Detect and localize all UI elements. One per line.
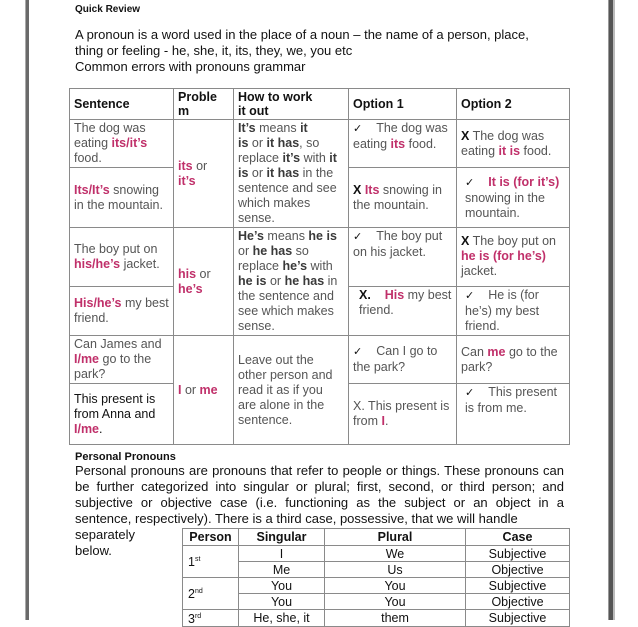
- x-icon: X: [461, 128, 470, 143]
- singular-cell: Me: [239, 562, 325, 578]
- plural-cell: We: [325, 546, 466, 562]
- sentence-cell: The dog was eating its/it’s food.: [70, 120, 174, 168]
- how-cell: Leave out the other person and read it as if you are alone in the sentence.: [234, 336, 349, 445]
- plural-cell: You: [325, 594, 466, 610]
- check-icon: ✓: [353, 231, 363, 243]
- option2-cell: ✓ He is (for he’s) my best friend.: [457, 286, 570, 335]
- table-row: [183, 546, 570, 562]
- case-cell: Subjective: [466, 610, 570, 627]
- option1-cell: X. His my best friend.: [349, 286, 457, 335]
- option1-cell: X Its snowing in the mountain.: [349, 168, 457, 228]
- header-option1: Option 1: [349, 89, 457, 120]
- option2-cell: X The boy put on he is (for he’s) jacket.: [457, 228, 570, 287]
- option1-cell: ✓ Can I go to the park?: [349, 336, 457, 384]
- personal-pronouns-table: [182, 528, 570, 627]
- intro-line: A pronoun is a word used in the place of a noun – the name of a person, place,: [75, 27, 529, 42]
- check-icon: ✓: [353, 123, 363, 135]
- header-plural: Plural: [325, 529, 466, 546]
- personal-pronouns-body: Personal pronouns are pronouns that refer to people or things. These pronouns can be further categorized into singular or plural; first, second, or third person; and subjective or objective case (i.e. functioning as the subject or an object in a sentence, respectively). There is a third case, possessive, that we will handle: [75, 463, 564, 526]
- sentence-cell: This present is from Anna and I/me.: [70, 384, 174, 445]
- table-header-row: [70, 89, 570, 120]
- sentence-cell: His/he’s my best friend.: [70, 286, 174, 335]
- table-row: [70, 120, 570, 168]
- x-icon: X: [461, 234, 470, 249]
- singular-cell: You: [239, 594, 325, 610]
- singular-cell: I: [239, 546, 325, 562]
- check-icon: ✓: [465, 176, 475, 189]
- header-singular: Singular: [239, 529, 325, 546]
- table-row: [70, 228, 570, 287]
- sentence-cell: The boy put on his/he’s jacket.: [70, 228, 174, 287]
- check-icon: ✓: [353, 346, 363, 358]
- problem-cell: his or he’s: [174, 228, 234, 336]
- table-header-row: [183, 529, 570, 546]
- table-row: [183, 578, 570, 594]
- option1-cell: X. This present is from I.: [349, 384, 457, 445]
- page-border-right: [608, 0, 615, 620]
- option2-cell: ✓ It is (for it’s) snowing in the mountain.: [457, 168, 570, 228]
- sentence-cell: Its/It’s snowing in the mountain.: [70, 168, 174, 228]
- header-how: How to work it out: [234, 89, 349, 120]
- singular-cell: You: [239, 578, 325, 594]
- plural-cell: them: [325, 610, 466, 627]
- x-icon: X.: [359, 287, 371, 302]
- personal-pronouns-tail: separately below.: [75, 527, 135, 558]
- header-person: Person: [183, 529, 239, 546]
- intro-line: Common errors with pronouns grammar: [75, 59, 306, 74]
- table-row: [183, 594, 570, 610]
- intro-line: thing or feeling - he, she, it, its, they, we, you etc: [75, 43, 353, 58]
- pronoun-errors-table: [69, 88, 570, 445]
- x-icon: X: [353, 182, 362, 197]
- case-cell: Subjective: [466, 578, 570, 594]
- person-cell: 1st: [183, 546, 239, 578]
- option1-cell: ✓ The dog was eating its food.: [349, 120, 457, 168]
- case-cell: Objective: [466, 562, 570, 578]
- option2-cell: X The dog was eating it is food.: [457, 120, 570, 168]
- page-border-left: [25, 0, 29, 620]
- case-cell: Subjective: [466, 546, 570, 562]
- person-cell: 3rd: [183, 610, 239, 627]
- header-option2: Option 2: [457, 89, 570, 120]
- how-cell: He’s means he is or he has so replace he’s with he is or he has in the sentence and see which makes sense.: [234, 228, 349, 336]
- check-icon: ✓: [465, 387, 475, 399]
- header-problem: Proble m: [174, 89, 234, 120]
- case-cell: Objective: [466, 594, 570, 610]
- option2-cell: ✓ This present is from me.: [457, 384, 570, 445]
- section-title: Quick Review: [75, 4, 141, 15]
- sentence-cell: Can James and I/me go to the park?: [70, 336, 174, 384]
- plural-cell: You: [325, 578, 466, 594]
- problem-cell: its or it’s: [174, 120, 234, 228]
- check-icon: ✓: [465, 289, 475, 302]
- personal-pronouns-title: Personal Pronouns: [75, 451, 176, 463]
- how-cell: It’s means it is or it has, so replace it’s with it is or it has in the sentence and see which makes sense.: [234, 120, 349, 228]
- intro-paragraph: [75, 27, 555, 75]
- table-row: [183, 562, 570, 578]
- option1-cell: ✓ The boy put on his jacket.: [349, 228, 457, 287]
- header-sentence: Sentence: [70, 89, 174, 120]
- person-cell: 2nd: [183, 578, 239, 610]
- table-row: [183, 610, 570, 627]
- option2-cell: Can me go to the park?: [457, 336, 570, 384]
- table-row: [70, 336, 570, 384]
- header-case: Case: [466, 529, 570, 546]
- singular-cell: He, she, it: [239, 610, 325, 627]
- plural-cell: Us: [325, 562, 466, 578]
- problem-cell: I or me: [174, 336, 234, 445]
